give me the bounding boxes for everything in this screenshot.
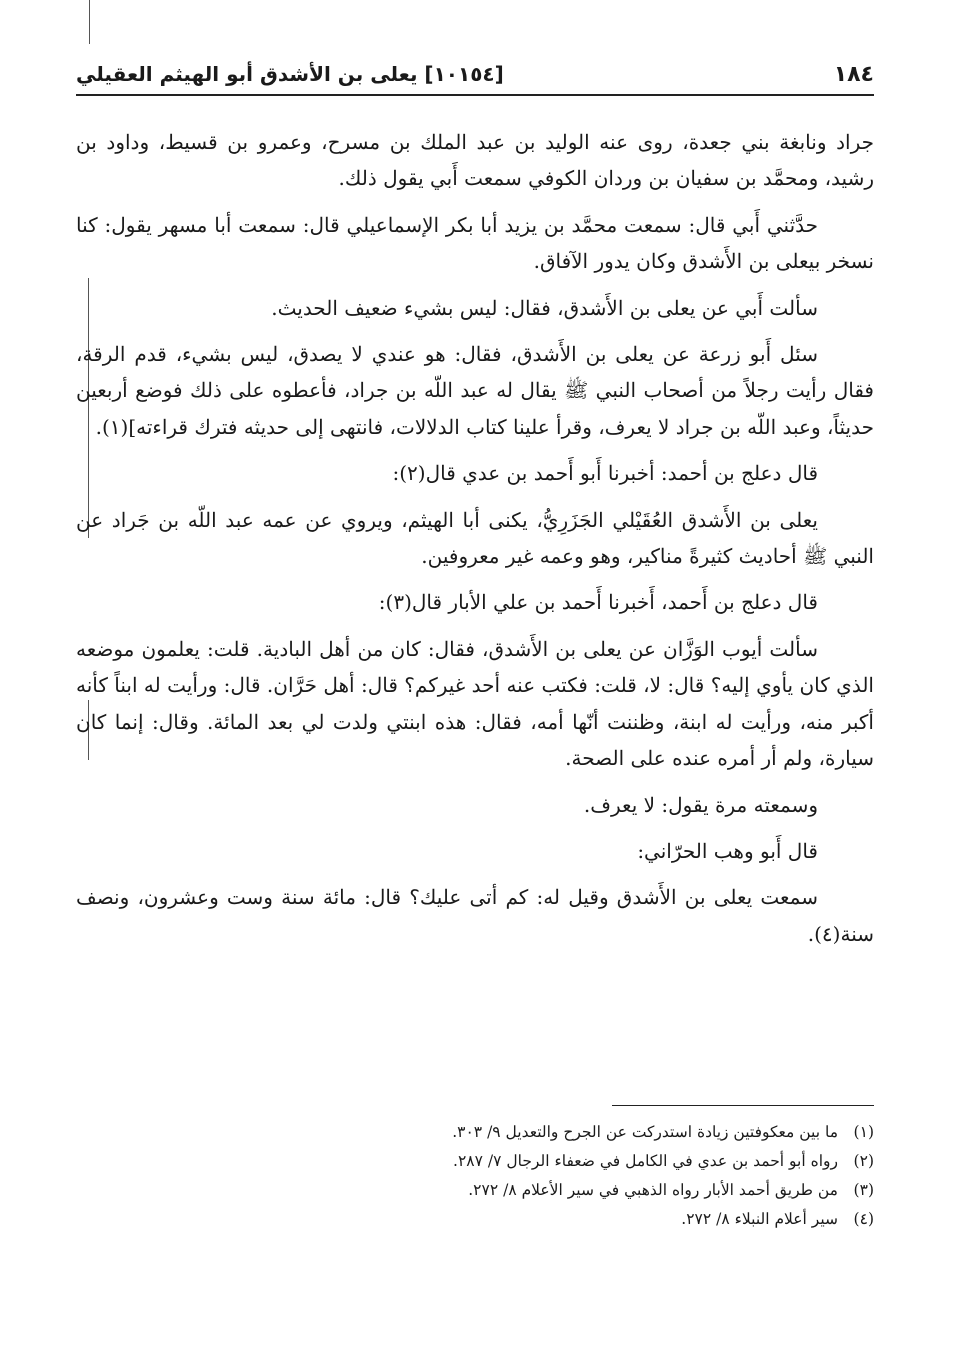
running-title: [١٠١٥٤] يعلى بن الأشدق أبو الهيثم العقيلي <box>76 62 504 86</box>
page-header <box>76 58 874 96</box>
footnote-number: (٢) <box>853 1152 874 1170</box>
paragraph: قال دعلج بن أَحمد، أَخبرنا أَحمد بن علي الأبار قال(٣): <box>378 590 818 615</box>
footnote-number: (٤) <box>853 1210 874 1228</box>
footnote <box>76 1205 874 1234</box>
paragraph: وسمعته مرة يقول: لا يعرف. <box>583 792 818 817</box>
footnote-text: من طريق أحمد الأبار رواه الذهبي في سير الأعلام ٨/ ٢٧٢. <box>468 1181 838 1199</box>
paragraph: حدَّثني أَبي قال: سمعت محمَّد بن يزيد أبا بكر الإسماعيلي قال: سمعت أبا مسهر يقول: كنا نسخر بيعلى بن الأَشدق وكان يدور الآفاق. <box>76 212 874 274</box>
footnote-text: ما بين معكوفتين زيادة استدركت عن الجرح والتعديل ٩/ ٣٠٣. <box>452 1123 838 1141</box>
footnote <box>76 1147 874 1176</box>
paragraph: سألت أيوب الوَزَّان عن يعلى بن الأَشدق، فقال: كان من أهل البادية. قلت: يعلمون موضعه الذي كان يأوي إليه؟ قال: لا، قلت: فكتب عنه أحد غيركم؟ قال: أهل حَرَّان. قال: ورأيت له ابناً كأنه أكبر منه، ورأيت له ابنة، وظننت أنّها أمه، فقال: هذه ابنتي ولدت لي بعد المائة. وقال: إنما كان سيارة، ولم أر أمره عنده على الصحة. <box>76 636 874 771</box>
footnotes <box>76 1118 874 1234</box>
paragraph: سمعت يعلى بن الأَشدق وقيل له: كم أتى عليك؟ قال: مائة سنة وست وعشرون، ونصف سنة(٤). <box>76 885 874 946</box>
footnote <box>76 1118 874 1147</box>
footnote-text: سير أعلام النبلاء ٨/ ٢٧٢. <box>681 1210 838 1228</box>
paragraph: قال أَبو وهب الحرّاني: <box>637 838 818 863</box>
paragraph: سألت أَبي عن يعلى بن الأَشدق، فقال: ليس بشيء ضعيف الحديث. <box>271 295 818 320</box>
paragraph: جراد ونابغة بني جعدة، روى عنه الوليد بن عبد الملك بن مسرح، وعمرو بن قسيط، وداود بن رشيد، ومحمَّد بن سفيان بن وردان الكوفي سمعت أَبي يقول ذلك. <box>76 130 874 191</box>
footnote-number: (٣) <box>853 1181 874 1199</box>
scan-edge-line-top <box>89 0 90 44</box>
paragraph: قال دعلج بن أحمد: أخبرنا أَبو أَحمد بن عدي قال(٢): <box>392 461 818 486</box>
footnote-separator <box>612 1105 874 1106</box>
footnote-text: رواه أبو أحمد بن عدي في الكامل في ضعفاء الرجال ٧/ ٢٨٧. <box>453 1152 838 1170</box>
main-text <box>76 124 874 962</box>
footnote <box>76 1176 874 1205</box>
paragraph: يعلى بن الأَشدق العُقَيْلي الجَزَرِيُّ، يكنى أبا الهيثم، ويروي عن عمه عبد اللّه بن جَراد عن النبي ﷺ أحاديث كثيرةً مناكير، وهو وعمه غير معروفين. <box>76 507 874 569</box>
footnote-number: (١) <box>853 1123 874 1141</box>
page-number: ١٨٤ <box>833 62 874 87</box>
paragraph: سئل أَبو زرعة عن يعلى بن الأَشدق، فقال: هو عندي لا يصدق، ليس بشيء، قدم الرقة، فقال رأيت رجلاً من أصحاب النبي ﷺ يقال له عبد اللّه بن جراد، فأعطوه على ذلك فوضع أربعين حديثاً، وعبد اللّه بن جراد لا يعرف، وقرأ علينا كتاب الدلالات، فانتهى إلى حديثه فترك قراءته](١). <box>76 342 874 439</box>
